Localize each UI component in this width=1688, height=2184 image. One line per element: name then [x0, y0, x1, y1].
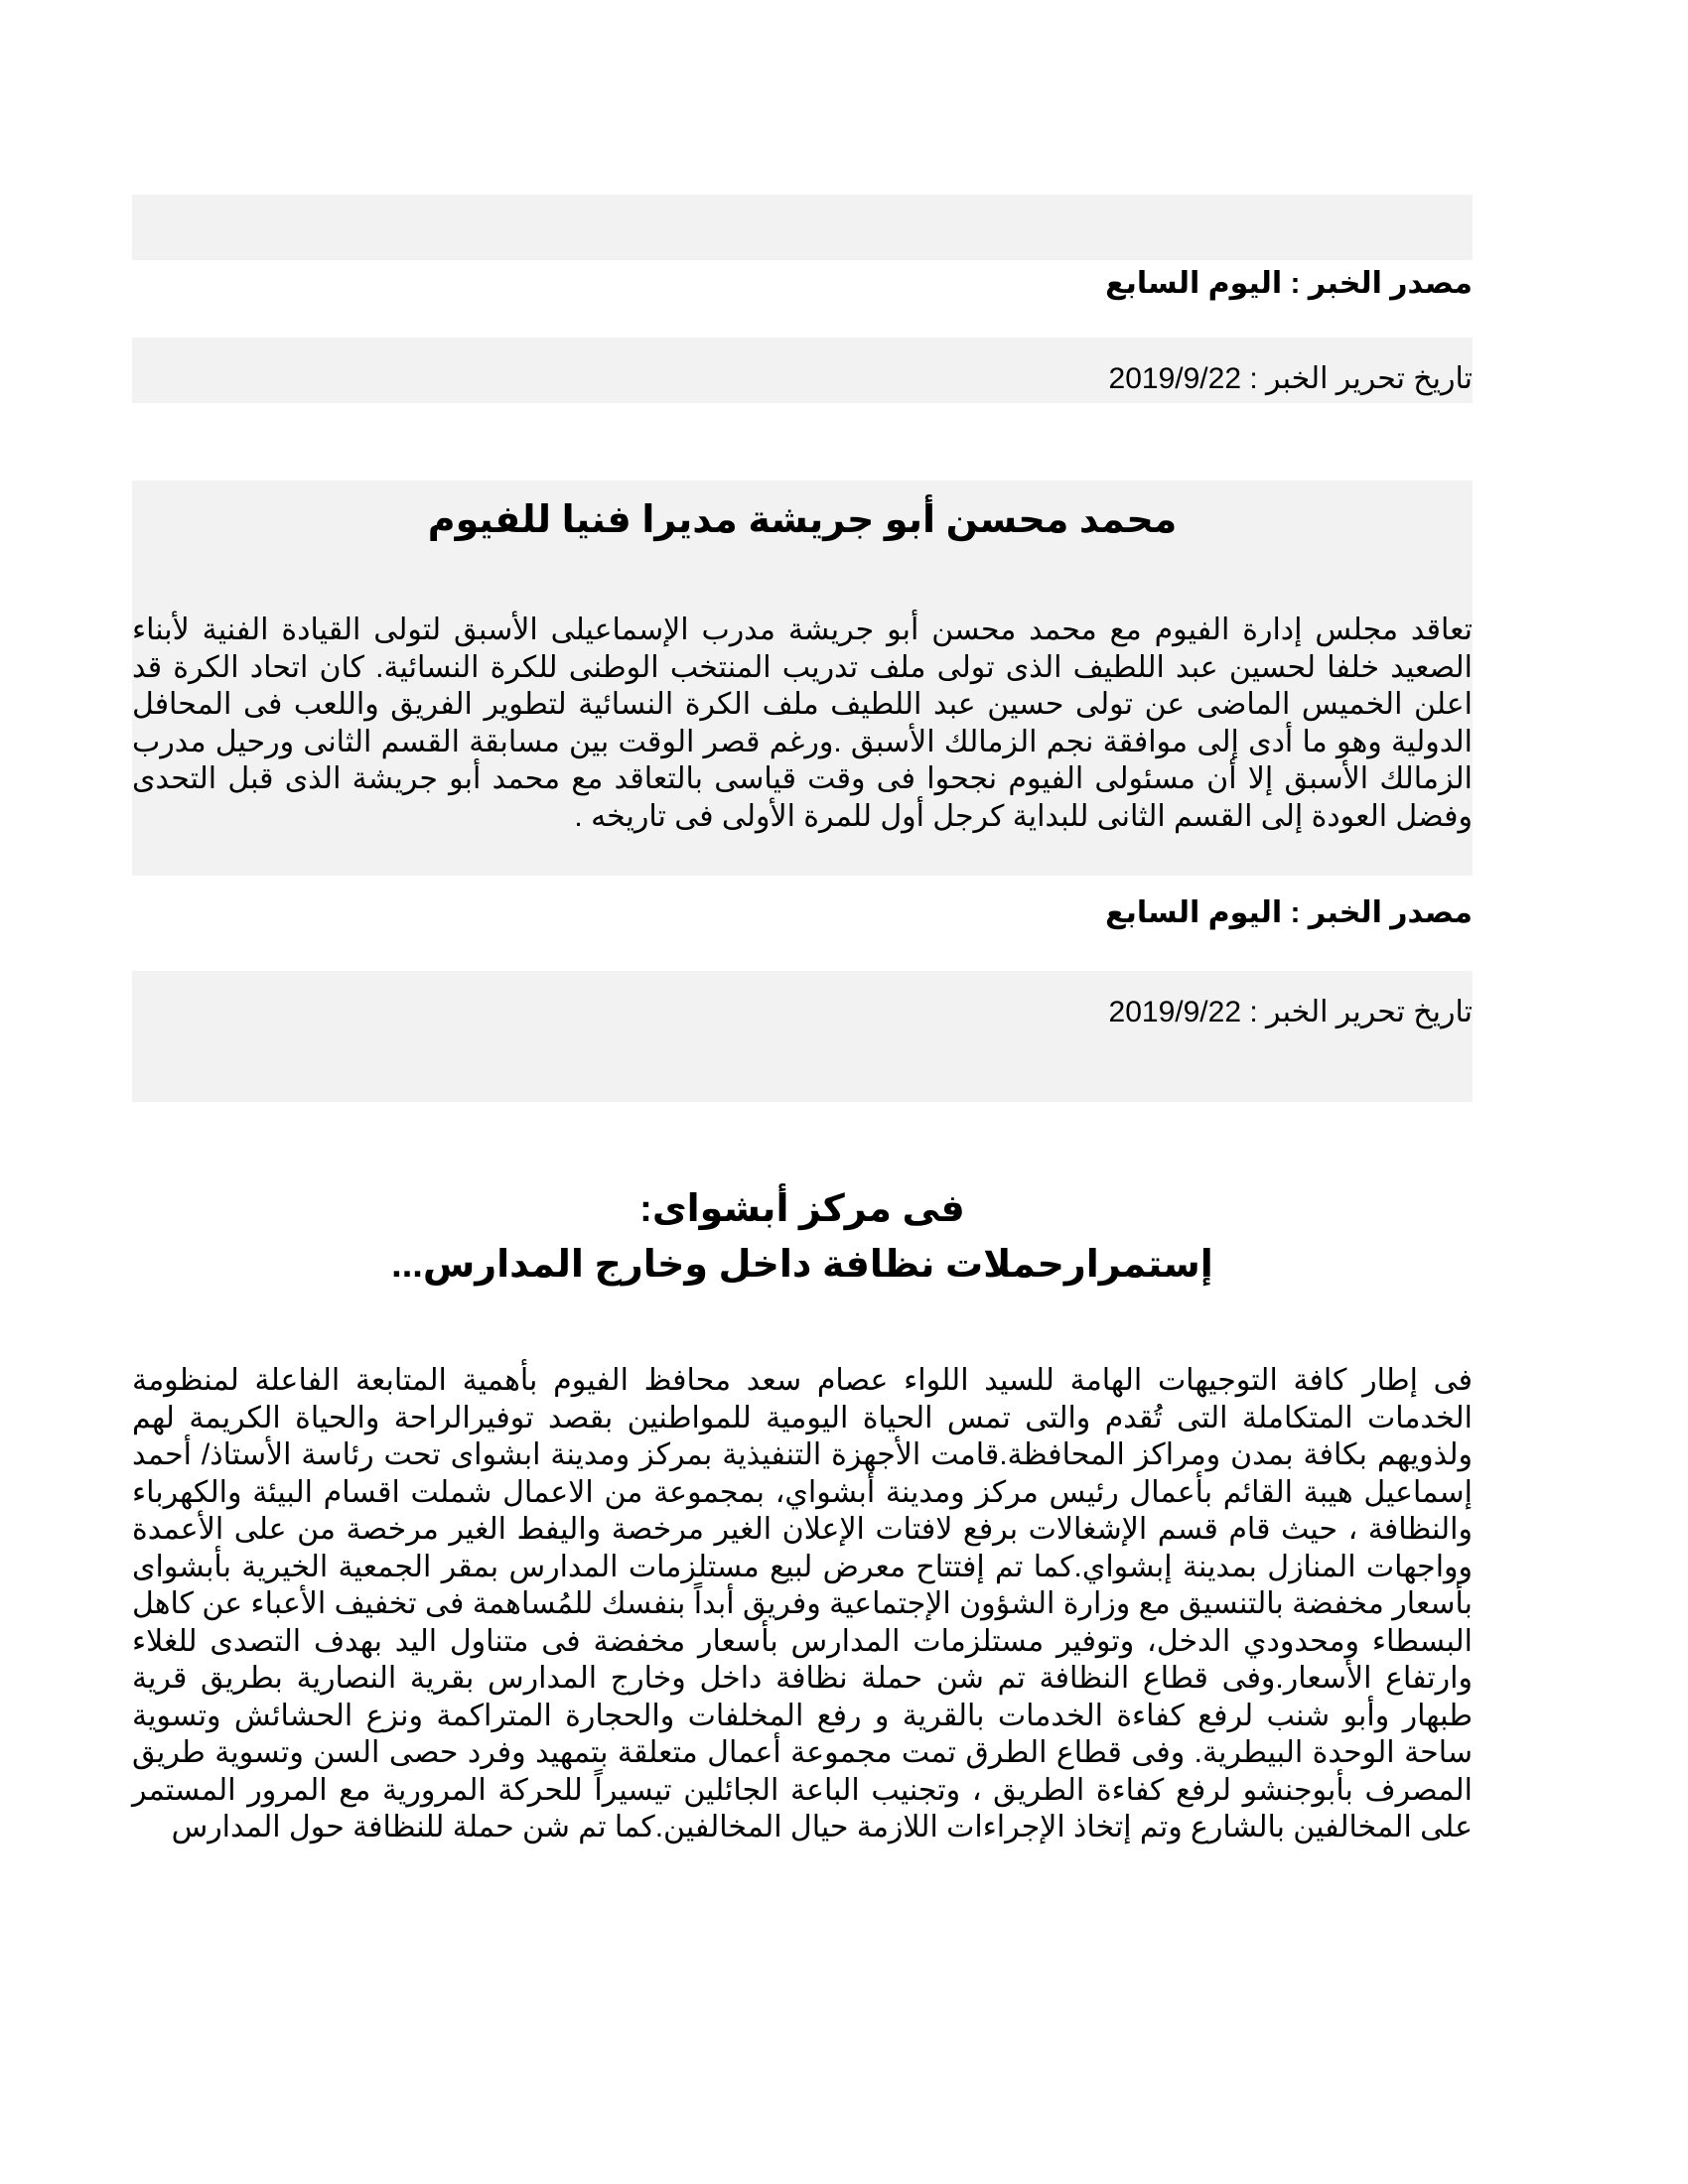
news-date: تاريخ تحرير الخبر : 2019/9/22: [1108, 996, 1473, 1028]
article-body: تعاقد مجلس إدارة الفيوم مع محمد محسن أبو جريشة مدرب الإسماعيلى الأسبق لتولى القيادة الفنية لأبناء الصعيد خلفا لحسين عبد اللطيف الذى تولى ملف تدريب المنتخب الوطنى للكرة النسائية. كان اتحاد الكرة قد اعلن الخميس الماضى عن تولى حسين عبد اللطيف ملف الكرة النسائية لتطوير الفريق واللعب فى المحافل الدولية وهو ما أدى إلى موافقة نجم الزمالك الأسبق .ورغم قصر الوقت بين مسابقة القسم الثانى ورحيل مدرب الزمالك الأسبق إلا أن مسئولى الفيوم نجحوا فى وقت قياسى بالتعاقد مع محمد أبو جريشة الذى قبل التحدى وفضل العودة إلى القسم الثانى للبداية كرجل أول للمرة الأولى فى تاريخه .: [132, 614, 1473, 833]
shade-date-2: [132, 971, 1473, 1102]
news-source: مصدر الخبر : اليوم السابع: [1105, 896, 1473, 929]
article-title-line-2: إستمرارحملات نظافة داخل وخارج المدارس...: [391, 1244, 1213, 1286]
shade-source-1: [132, 195, 1473, 260]
article-title: محمد محسن أبو جريشة مديرا فنيا للفيوم: [427, 499, 1178, 541]
news-date: تاريخ تحرير الخبر : 2019/9/22: [1108, 362, 1473, 395]
news-source: مصدر الخبر : اليوم السابع: [1105, 267, 1473, 300]
article-body: فى إطار كافة التوجيهات الهامة للسيد اللواء عصام سعد محافظ الفيوم بأهمية المتابعة الفاعلة لمنظومة الخدمات المتكاملة التى تُقدم والتى تمس الحياة اليومية للمواطنين بقصد توفيرالراحة والحياة الكريمة لهم ولذويهم بكافة بمدن ومراكز المحافظة.قامت الأجهزة التنفيذية بمركز ومدينة ابشواى تحت رئاسة الأستاذ/ أحمد إسماعيل هيبة القائم بأعمال رئيس مركز ومدينة أبشواي، بمجموعة من الاعمال شملت اقسام البيئة والكهرباء والنظافة ، حيث قام قسم الإشغالات برفع لافتات الإعلان الغير مرخصة واليفط الغير مرخصة من على الأعمدة وواجهات المنازل بمدينة إبشواي.كما تم إفتتاح معرض لبيع مستلزمات المدارس بمقر الجمعية الخيرية بأبشواى بأسعار مخفضة بالتنسيق مع وزارة الشؤون الإجتماعية وفريق أبداً بنفسك للمُساهمة فى تخفيف الأعباء عن كاهل البسطاء ومحدودي الدخل، وتوفير مستلزمات المدارس بأسعار مخفضة فى متناول اليد بهدف التصدى للغلاء وارتفاع الأسعار.وفى قطاع النظافة تم شن حملة نظافة داخل وخارج المدارس بقرية النصارية بطريق قرية طبهار وأبو شنب لرفع كفاءة الخدمات بالقرية و رفع المخلفات والحجارة المتراكمة ونزع الحشائش وتسوية ساحة الوحدة البيطرية. وفى قطاع الطرق تمت مجموعة أعمال متعلقة بتمهيد وفرد حصى السن وتسوية طريق المصرف بأبوجنشو لرفع كفاءة الطريق ، وتجنيب الباعة الجائلين تيسيراً للحركة المرورية مع المرور المستمر على المخالفين بالشارع وتم إتخاذ الإجراءات اللازمة حيال المخالفين.كما تم شن حملة للنظافة حول المدارس: [132, 1364, 1473, 1843]
article-title-line-1: فى مركز أبشواى:: [639, 1188, 965, 1230]
